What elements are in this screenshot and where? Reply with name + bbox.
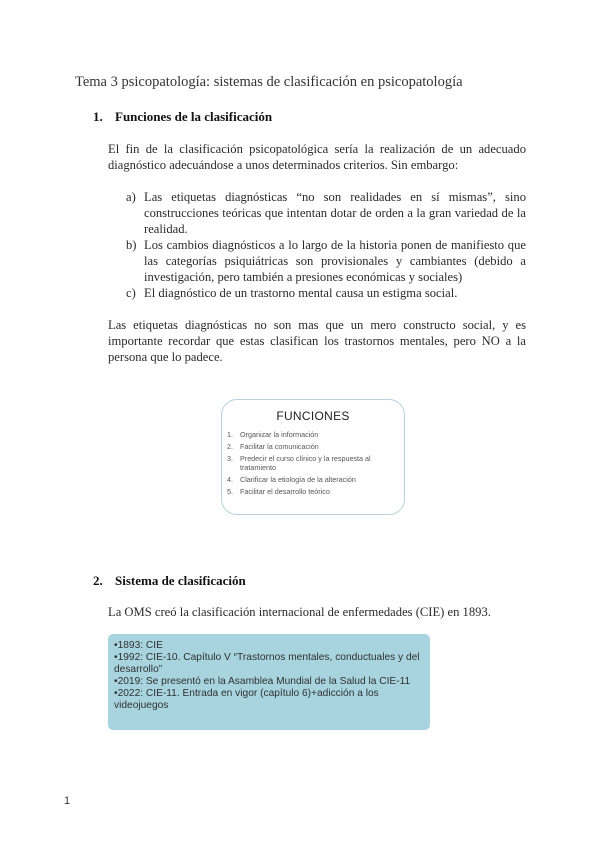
section-2-heading: [93, 573, 246, 589]
funciones-item-number: 4.: [227, 475, 233, 484]
funciones-item-text: Predecir el curso clínico y la respuesta al tratamiento: [240, 454, 371, 472]
funciones-box: [221, 399, 405, 515]
cie-timeline-line: •1992: CIE-10. Capítulo V “Trastornos mentales, conductuales y del desarrollo”: [114, 652, 420, 675]
list-marker: c): [126, 286, 136, 300]
section-1-heading: [93, 109, 272, 125]
funciones-item: [222, 430, 396, 439]
list-item-text: Los cambios diagnósticos a lo largo de la historia ponen de manifiesto que las categorías psiquiátricas son provisionales y cambiantes (debido a investigación, pero también a presiones económicas y sociales): [144, 238, 526, 284]
list-item-text: Las etiquetas diagnósticas “no son realidades en sí mismas”, sino construcciones teóricas que intentan dotar de orden a la gran variedad de la realidad.: [144, 190, 526, 236]
section-1-list: [108, 189, 526, 301]
funciones-item-text: Facilitar el desarrollo teórico: [240, 487, 330, 496]
list-item: [108, 237, 526, 285]
funciones-item-number: 3.: [227, 454, 233, 463]
funciones-item-text: Clarificar la etiología de la alteración: [240, 475, 356, 484]
document-title: Tema 3 psicopatología: sistemas de clasificación en psicopatología: [75, 74, 463, 90]
cie-timeline-box: [108, 634, 430, 730]
list-item: [108, 189, 526, 237]
cie-timeline-line: •2019: Se presentó en la Asamblea Mundial de la Salud la CIE-11: [114, 676, 411, 687]
funciones-item: [222, 487, 396, 496]
section-1-number: 1.: [93, 109, 103, 124]
funciones-item: [222, 442, 396, 451]
funciones-item: [222, 454, 396, 472]
list-marker: a): [126, 190, 136, 204]
funciones-item-text: Organizar la información: [240, 430, 319, 439]
funciones-item-number: 5.: [227, 487, 233, 496]
funciones-list: [222, 430, 404, 496]
section-1-title: Funciones de la clasificación: [115, 109, 273, 124]
cie-timeline-line: •1893: CIE: [114, 640, 163, 651]
section-2-number: 2.: [93, 573, 103, 588]
funciones-item-number: 1.: [227, 430, 233, 439]
page-number: 1: [64, 795, 71, 807]
list-item: [108, 285, 526, 301]
funciones-item-number: 2.: [227, 442, 233, 451]
funciones-item: [222, 475, 396, 484]
list-marker: b): [126, 238, 137, 252]
section-1-closing: Las etiquetas diagnósticas no son mas que un mero constructo social, y es importante recordar que estas clasifican los trastornos mentales, pero NO a la persona que lo padece.: [108, 318, 526, 364]
section-2-intro: La OMS creó la clasificación internacional de enfermedades (CIE) en 1893.: [108, 605, 491, 619]
funciones-title: FUNCIONES: [276, 409, 350, 423]
section-1-intro: El fin de la clasificación psicopatológica sería la realización de un adecuado diagnóstico adecuándose a unos determinados criterios. Sin embargo:: [108, 142, 526, 172]
funciones-item-text: Facilitar la comunicación: [240, 442, 319, 451]
list-item-text: El diagnóstico de un trastorno mental causa un estigma social.: [144, 286, 458, 300]
section-2-title: Sistema de clasificación: [115, 573, 246, 588]
cie-timeline-line: •2022: CIE-11. Entrada en vigor (capítulo 6)+adicción a los videojuegos: [114, 688, 379, 711]
